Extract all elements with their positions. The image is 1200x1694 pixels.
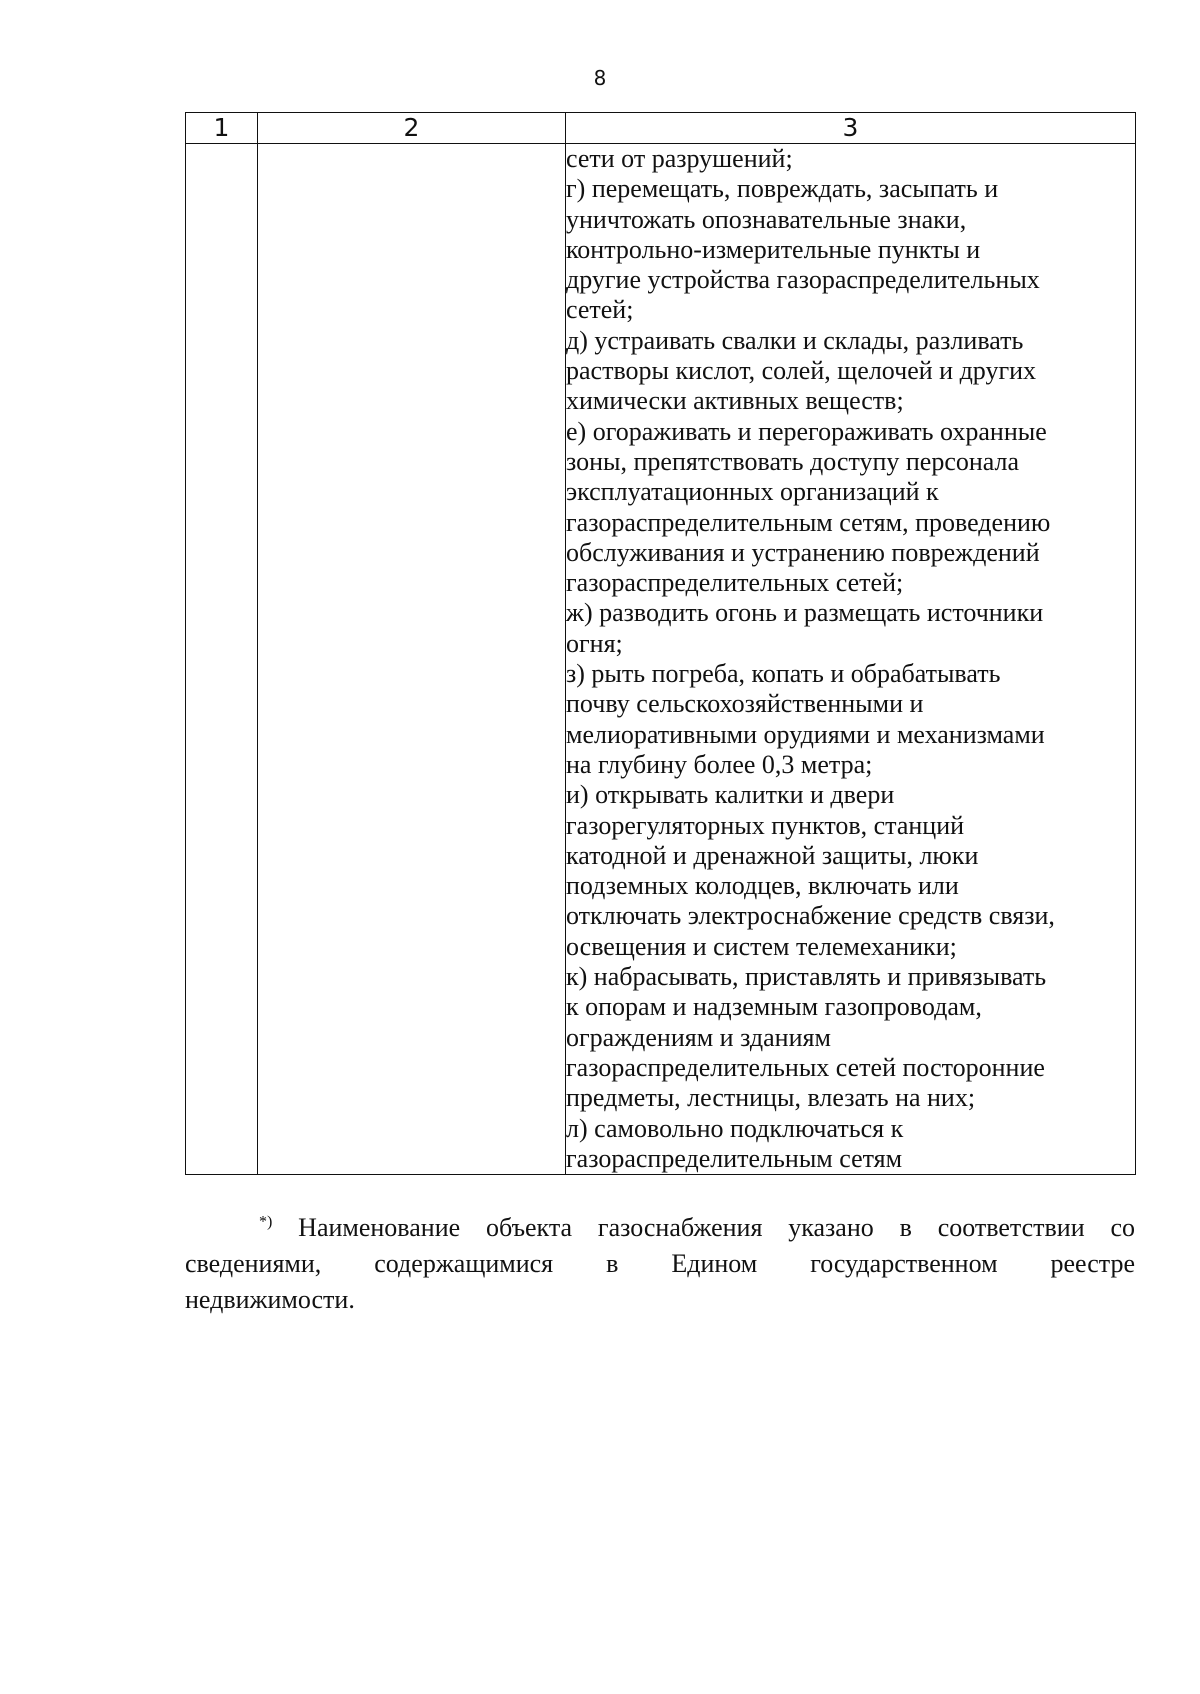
table-line: подземных колодцев, включать или <box>566 871 959 901</box>
table-line: к опорам и надземным газопроводам, <box>566 992 982 1022</box>
footnote-line: недвижимости. <box>185 1285 355 1314</box>
table-line: эксплуатационных организаций к <box>566 477 939 507</box>
page-number: 8 <box>593 66 607 90</box>
table-line: г) перемещать, повреждать, засыпать и <box>566 174 999 204</box>
table-line: отключать электроснабжение средств связи, <box>566 901 1055 931</box>
table-line: контрольно-измерительные пункты и <box>566 234 981 264</box>
table-line: уничтожать опознавательные знаки, <box>566 204 967 234</box>
table-line: з) рыть погреба, копать и обрабатывать <box>566 659 1001 689</box>
table-cell-col3 <box>566 144 1136 1175</box>
table-line: огня; <box>566 628 623 658</box>
table-line: мелиоративными орудиями и механизмами <box>566 719 1045 749</box>
column-header-1: 1 <box>186 113 258 144</box>
footnote-text: Наименование объекта газоснабжения указано в соответствии со <box>298 1213 1135 1242</box>
footnote-marker: *) <box>259 1213 273 1231</box>
data-table <box>185 112 1136 1175</box>
footnote <box>185 1210 1135 1318</box>
table-line: растворы кислот, солей, щелочей и других <box>566 356 1037 386</box>
table-line: л) самовольно подключаться к <box>566 1113 904 1143</box>
table-line: д) устраивать свалки и склады, разливать <box>566 325 1024 355</box>
table-line: освещения и систем телемеханики; <box>566 931 957 961</box>
column-header-2: 2 <box>258 113 566 144</box>
table-line: обслуживания и устранению повреждений <box>566 537 1040 567</box>
table-line: на глубину более 0,3 метра; <box>566 749 873 779</box>
table-line: газораспределительных сетей посторонние <box>566 1052 1045 1082</box>
table-line: ограждениям и зданиям <box>566 1022 831 1052</box>
table-line: зоны, препятствовать доступу персонала <box>566 446 1020 476</box>
table-line: сети от разрушений; <box>566 144 793 173</box>
table-line: почву сельскохозяйственными и <box>566 689 924 719</box>
table-line: сетей; <box>566 295 634 325</box>
table-cell-col1 <box>186 144 258 1175</box>
table-line: ж) разводить огонь и размещать источники <box>566 598 1044 628</box>
table-line: газораспределительным сетям, проведению <box>566 507 1051 537</box>
table-line: е) огораживать и перегораживать охранные <box>566 416 1047 446</box>
footnote-line <box>185 1210 1135 1246</box>
table-cell-col2 <box>258 144 566 1175</box>
table-line: к) набрасывать, приставлять и привязывать <box>566 962 1047 992</box>
table-header-row <box>186 113 1136 144</box>
table-line: катодной и дренажной защиты, люки <box>566 840 979 870</box>
table-line: газораспределительных сетей; <box>566 568 904 598</box>
column-header-3: 3 <box>566 113 1136 144</box>
table-line: предметы, лестницы, влезать на них; <box>566 1083 976 1113</box>
table-line: химически активных веществ; <box>566 386 904 416</box>
table-line: газорегуляторных пунктов, станций <box>566 810 965 840</box>
table-line: другие устройства газораспределительных <box>566 265 1040 295</box>
footnote-line: сведениями, содержащимися в Едином государственном реестре <box>185 1249 1135 1278</box>
table-row <box>186 144 1136 1175</box>
table-line: газораспределительным сетям <box>566 1143 903 1173</box>
table-line: и) открывать калитки и двери <box>566 780 895 810</box>
